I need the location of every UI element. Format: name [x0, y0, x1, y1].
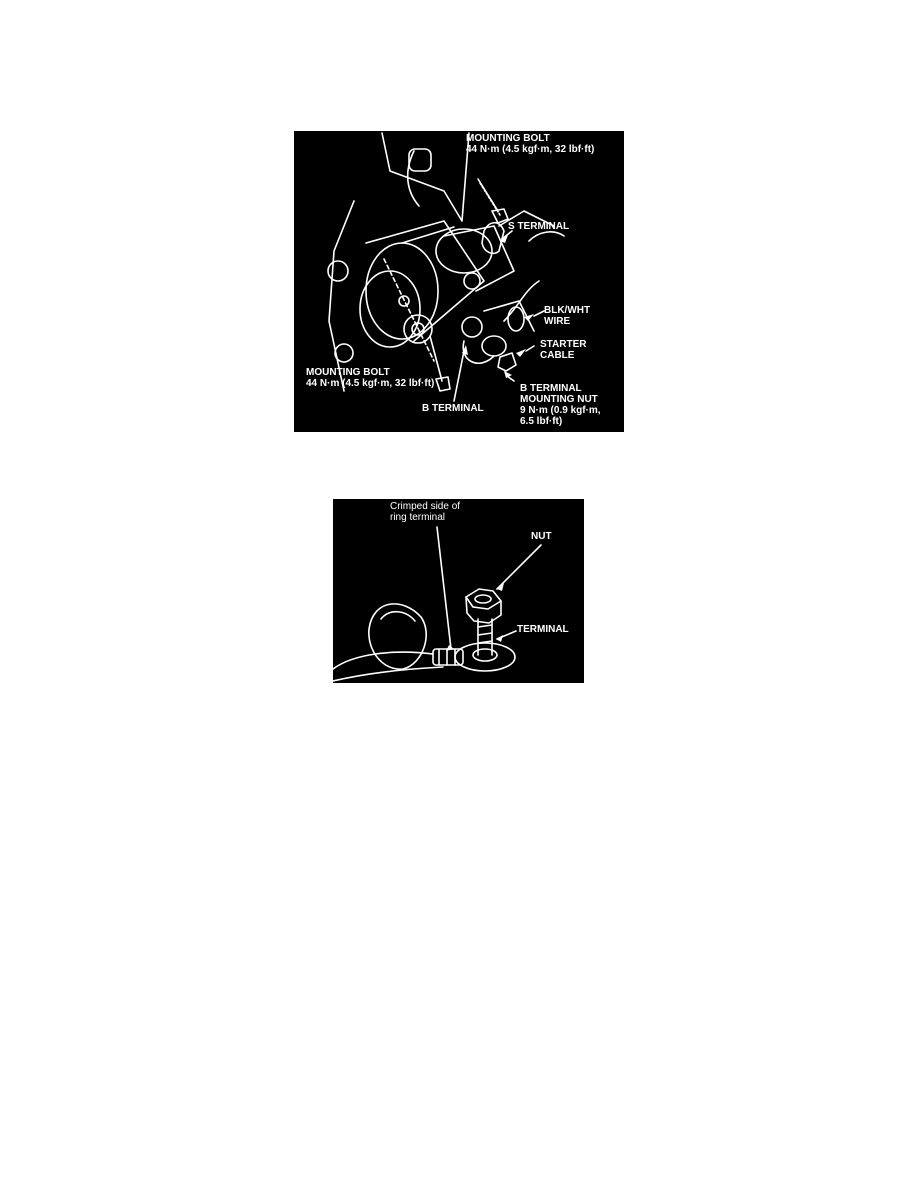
b-terminal-mounting-nut-label: B TERMINAL MOUNTING NUT 9 N·m (0.9 kgf·m, 6.5 lbf·ft) — [520, 383, 601, 427]
terminal-label: TERMINAL — [517, 624, 569, 635]
s-terminal-label: S TERMINAL — [508, 221, 570, 232]
ring-terminal-illustration — [333, 499, 584, 683]
ring-terminal-figure — [333, 499, 584, 683]
mounting-bolt-bottom-label: MOUNTING BOLT 44 N·m (4.5 kgf·m, 32 lbf·ft) — [306, 367, 435, 389]
b-terminal-label: B TERMINAL — [422, 403, 484, 414]
starter-cable-label: STARTER CABLE — [540, 339, 587, 361]
nut-label: NUT — [531, 531, 552, 542]
crimped-side-label: Crimped side of ring terminal — [390, 501, 461, 523]
mounting-bolt-top-label: MOUNTING BOLT 44 N·m (4.5 kgf·m, 32 lbf·ft) — [466, 133, 595, 155]
blk-wht-wire-label: BLK/WHT WIRE — [544, 305, 591, 327]
starter-motor-figure — [294, 131, 624, 432]
